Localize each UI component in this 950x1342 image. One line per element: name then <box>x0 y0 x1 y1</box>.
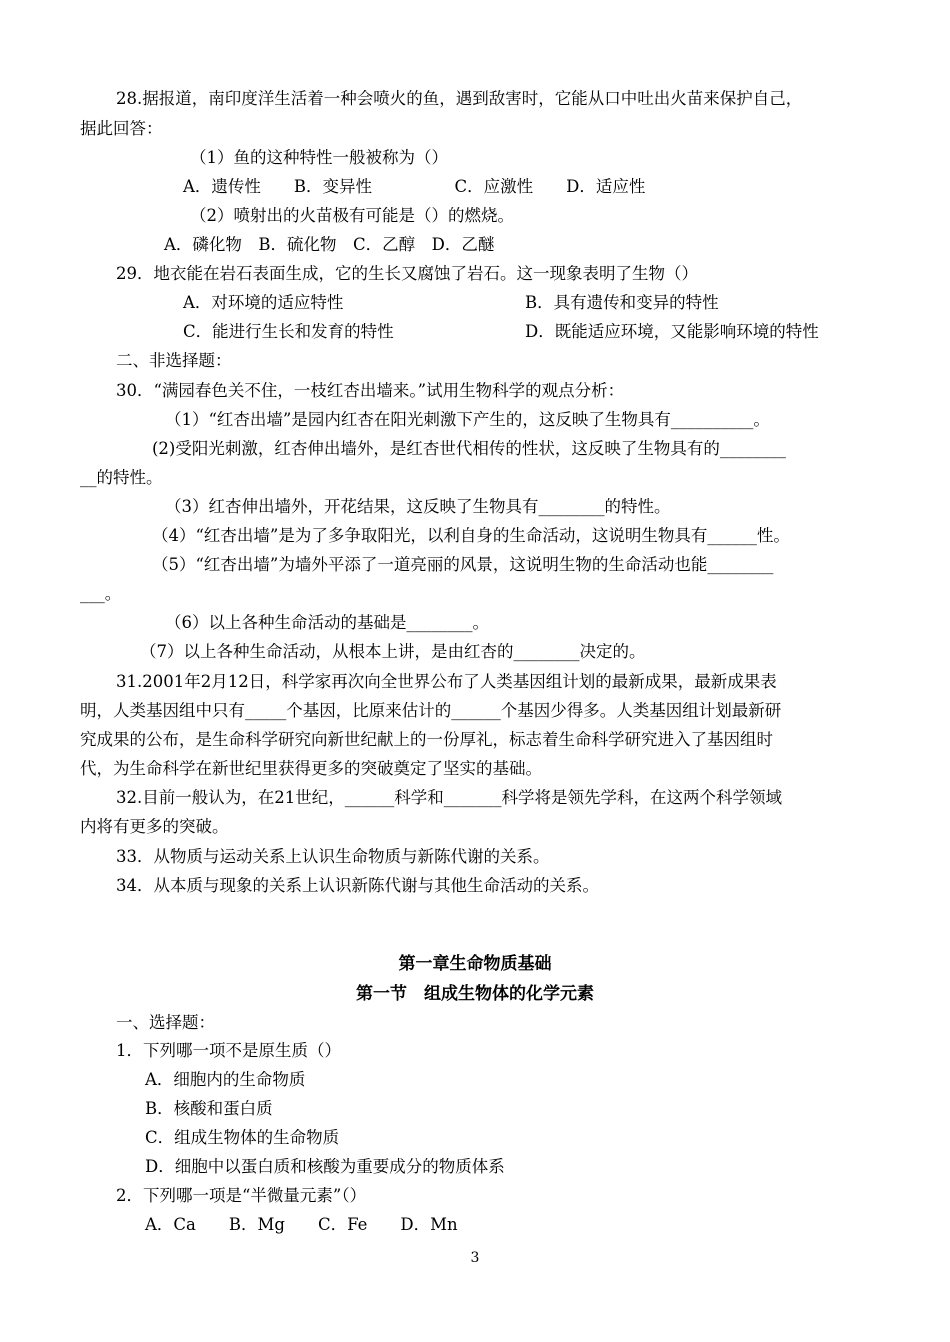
q31-line-1: 31.2001年2月12日，科学家再次向全世界公布了人类基因组计划的最新成果，最新成果表 <box>116 672 777 691</box>
q30-sub5-line1: （5）“红杏出墙”为墙外平添了一道亮丽的风景，这说明生物的生命活动也能________ <box>152 555 774 574</box>
q30-sub5-line2: ___。 <box>80 584 122 603</box>
section-title: 第一节 组成生物体的化学元素 <box>356 984 594 1004</box>
q30-stem: 30．“满园春色关不住，一枝红杏出墙来。”试用生物科学的观点分析： <box>116 381 625 400</box>
q29-option-a: A．对环境的适应特性 <box>183 293 344 312</box>
q32-line-1: 32.目前一般认为，在21世纪，______科学和_______科学将是领先学科，在这两个科学领域 <box>116 788 782 807</box>
section-heading-nonchoice: 二、非选择题： <box>116 351 232 370</box>
q2-options: A．Ca B．Mg C．Fe D．Mn <box>145 1215 458 1234</box>
q32-line-2: 内将有更多的突破。 <box>80 817 229 836</box>
q28-sub1-options: A．遗传性 B．变异性 C．应激性 D．适应性 <box>183 177 646 196</box>
q28-line-1: 28.据报道，南印度洋生活着一种会喷火的鱼，遇到敌害时，它能从口中吐出火苗来保护自己， <box>116 89 803 108</box>
q31-line-4: 代，为生命科学在新世纪里获得更多的突破奠定了坚实的基础。 <box>80 759 542 778</box>
q33: 33．从物质与运动关系上认识生命物质与新陈代谢的关系。 <box>116 847 550 866</box>
q30-sub2-line1: (2)受阳光刺激，红杏伸出墙外，是红杏世代相传的性状，这反映了生物具有的________ <box>152 439 786 458</box>
section-heading-choice: 一、选择题： <box>116 1013 215 1032</box>
q31-line-2: 明，人类基因组中只有_____个基因，比原来估计的______个基因少得多。人类基因组计划最新研 <box>80 701 782 720</box>
q29-option-d: D．既能适应环境，又能影响环境的特性 <box>525 322 819 341</box>
chapter-title: 第一章生命物质基础 <box>398 954 552 974</box>
q34: 34．从本质与现象的关系上认识新陈代谢与其他生命活动的关系。 <box>116 876 599 895</box>
q1-option-a: A．细胞内的生命物质 <box>145 1070 306 1089</box>
q28-sub2-options: A．磷化物 B．硫化物 C．乙醇 D．乙醚 <box>164 235 495 254</box>
q30-sub6: （6）以上各种生命活动的基础是________。 <box>165 613 489 632</box>
page-number: 3 <box>470 1250 480 1266</box>
q30-sub2-line2: __的特性。 <box>80 468 163 487</box>
q1-option-b: B．核酸和蛋白质 <box>145 1099 273 1118</box>
q28-sub1: （1）鱼的这种特性一般被称为（） <box>190 148 448 167</box>
q31-line-3: 究成果的公布，是生命科学研究向新世纪献上的一份厚礼，标志着生命科学研究进入了基因组时 <box>80 730 773 749</box>
q28-sub2: （2）喷射出的火苗极有可能是（）的燃烧。 <box>190 206 514 225</box>
q30-sub4: （4）“红杏出墙”是为了多争取阳光，以利自身的生命活动，这说明生物具有______性。 <box>152 526 790 545</box>
q30-sub7: （7）以上各种生命活动，从根本上讲，是由红杏的________决定的。 <box>140 642 646 661</box>
q1-stem: 1．下列哪一项不是原生质（） <box>116 1041 341 1060</box>
q30-sub3: （3）红杏伸出墙外，开花结果，这反映了生物具有________的特性。 <box>165 497 671 516</box>
q1-option-d: D．细胞中以蛋白质和核酸为重要成分的物质体系 <box>145 1157 505 1176</box>
q1-option-c: C．组成生物体的生命物质 <box>145 1128 340 1147</box>
q30-sub1: （1）“红杏出墙”是园内红杏在阳光刺激下产生的，这反映了生物具有__________。 <box>165 410 770 429</box>
q2-stem: 2．下列哪一项是“半微量元素”（） <box>116 1186 367 1205</box>
q29-option-b: B．具有遗传和变异的特性 <box>525 293 719 312</box>
q29-option-c: C．能进行生长和发育的特性 <box>183 322 394 341</box>
q29-stem: 29．地衣能在岩石表面生成，它的生长又腐蚀了岩石。这一现象表明了生物（） <box>116 264 698 283</box>
q28-line-2: 据此回答： <box>80 119 163 138</box>
